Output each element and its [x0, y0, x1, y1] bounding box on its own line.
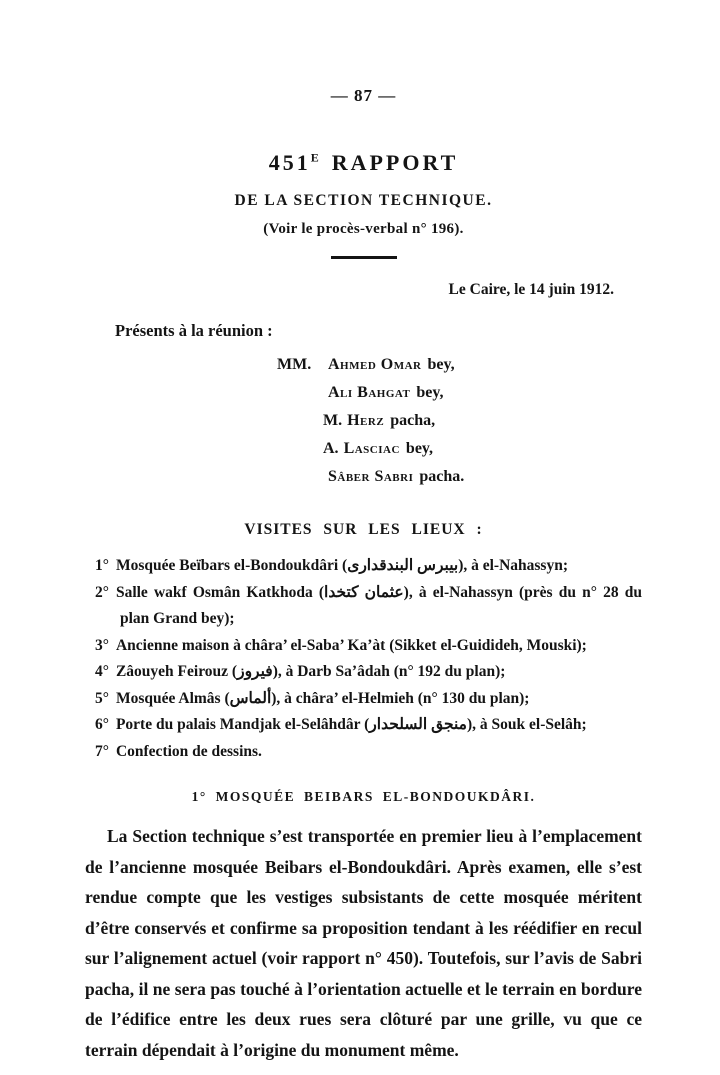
visite-text: Zâouyeh Feirouz (فيروز), à Darb Sa’âdah (n° 192 du plan); [115, 663, 506, 680]
visite-item [85, 659, 642, 686]
visite-number: 3° [95, 636, 109, 654]
attendee-list [277, 351, 642, 491]
attendee-row [277, 435, 642, 463]
proces-verbal-note: (Voir le procès-verbal n° 196). [263, 221, 464, 237]
visite-item [85, 712, 642, 739]
visite-text: Salle wakf Osmân Katkhoda (عثمان كتخدا), à el-Nahassyn (près du n° 28 du plan Grand bey); [115, 583, 642, 627]
attendee-name: A. Lasciac bey, [323, 440, 434, 457]
attendee-name: Ahmed Omar bey, [328, 356, 455, 373]
attendee-row [277, 351, 642, 379]
report-title-ordinal: E [310, 150, 320, 165]
visites-list [85, 553, 642, 765]
visite-item [85, 633, 642, 660]
report-title-number: 451 [268, 150, 311, 175]
visite-item [85, 580, 642, 633]
attendee-row [277, 463, 642, 491]
attendees-prefix: MM. [277, 356, 312, 373]
attendee-row [277, 379, 642, 407]
visite-text: Mosquée Almâs (ألماس), à châra’ el-Helmieh (n° 130 du plan); [115, 689, 530, 707]
visite-number: 6° [95, 716, 109, 733]
visite-text: Mosquée Beïbars el-Bondoukdâri (بيبرس البندقدارى), à el-Nahassyn; [115, 557, 568, 574]
visite-number: 2° [95, 583, 109, 601]
visite-text: Ancienne maison à châra’ el-Saba’ Ka’àt (Sikket el-Guidideh, Mouski); [115, 636, 587, 654]
visite-text: Confection de dessins. [115, 742, 262, 760]
report-title-word: RAPPORT [331, 150, 459, 175]
attendee-name: Ali Bahgat bey, [328, 384, 444, 401]
visite-text: Porte du palais Mandjak el-Selâhdâr (منجق السلحدار), à Souk el-Selâh; [115, 716, 587, 733]
attendee-row [277, 407, 642, 435]
report-subtitle: DE LA SECTION TECHNIQUE. [234, 192, 493, 209]
visite-number: 5° [95, 689, 109, 707]
body-paragraph: La Section technique s’est transportée en premier lieu à l’emplacement de l’ancienne mosquée Beibars el-Bondoukdâri. Après examen, elle s’est rendue compte que les vestiges subsistants de cette mosquée méritent d’être conservés et confirme sa proposition tendant à les réédifier en recul sur l’alignement actuel (voir rapport n° 450). Toutefois, sur l’avis de Sabri pacha, il ne sera pas touché à l’orientation actuelle et le terrain en bordure de l’édifice entre les deux rues sera clôturé par une grille, vu que ce terrain dépendait à l’origine du monument même. [85, 826, 642, 1060]
visites-heading: VISITES SUR LES LIEUX : [244, 521, 483, 538]
section-heading: 1° MOSQUÉE BEIBARS EL-BONDOUKDÂRI. [191, 789, 536, 804]
report-title [85, 150, 642, 176]
visite-item [85, 686, 642, 713]
visite-number: 1° [95, 557, 109, 574]
visite-number: 4° [95, 663, 109, 680]
dateline: Le Caire, le 14 juin 1912. [448, 281, 614, 298]
attendee-name: Sâber Sabri pacha. [328, 468, 465, 485]
presents-label: Présents à la réunion : [115, 321, 273, 340]
page-number: — 87 — [330, 86, 397, 105]
visite-item [85, 739, 642, 766]
horizontal-rule [331, 256, 397, 259]
visite-item [85, 553, 642, 580]
visite-number: 7° [95, 742, 109, 760]
attendee-name: M. Herz pacha, [323, 412, 436, 429]
